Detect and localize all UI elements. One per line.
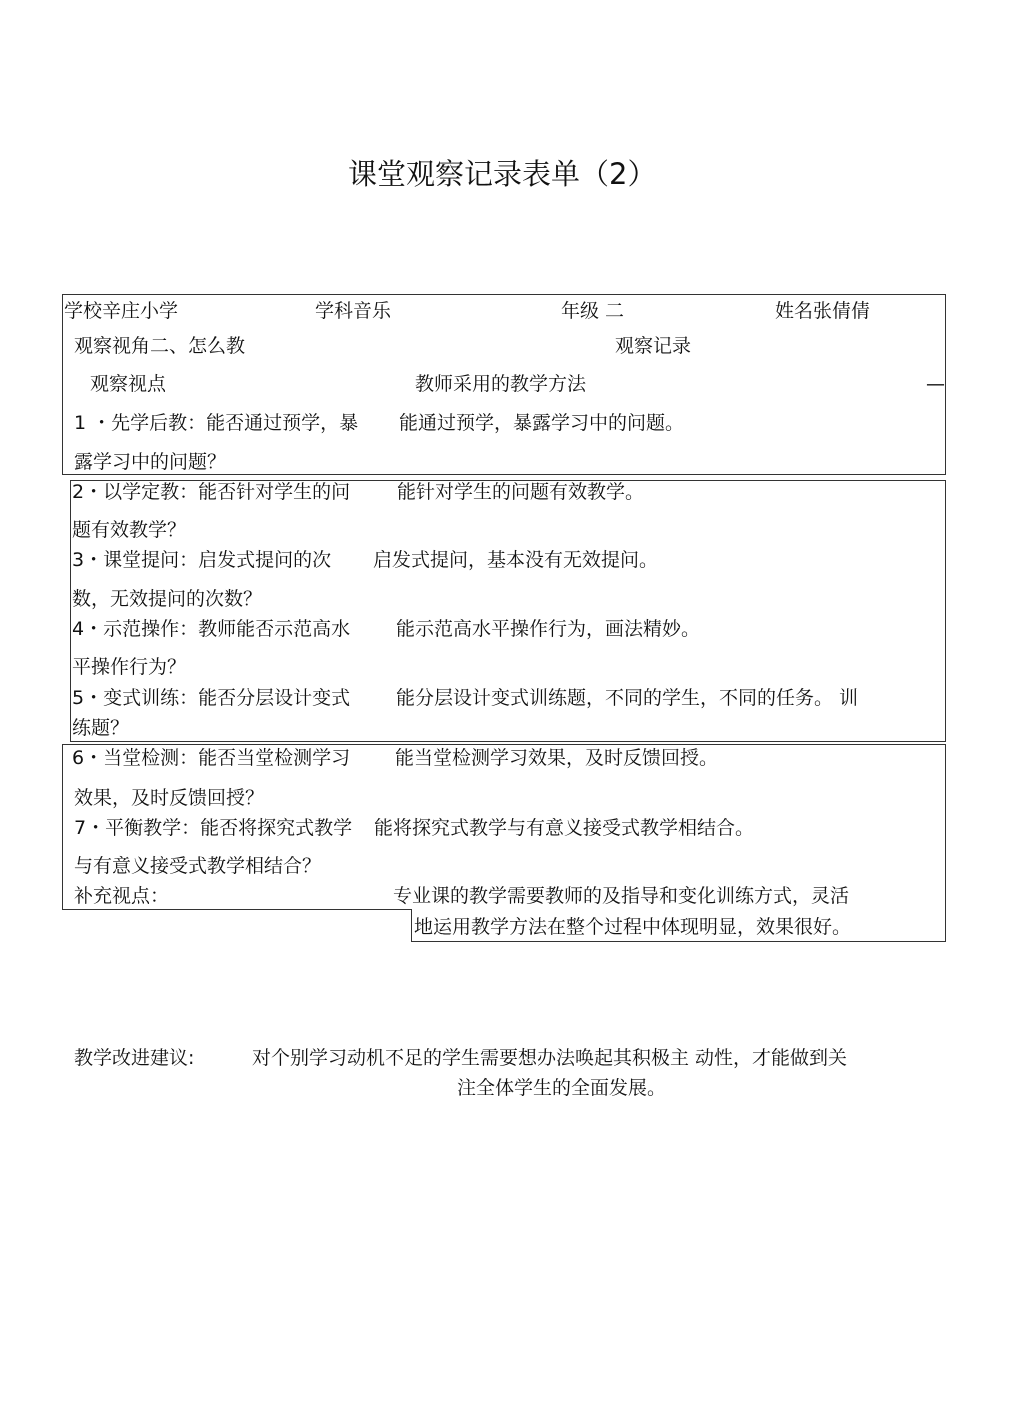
item-point: 2・以学定教：能否针对学生的问 [72,481,351,503]
divider-left-section-3 [62,744,63,910]
supplement-label: 补充视点： [74,885,170,907]
item-point-continued: 练题？ [72,717,130,739]
supplement-text: 专业课的教学需要教师的及指导和变化训练方式，灵活 [393,885,850,907]
item-record: 启发式提问，基本没有无效提问。 [373,549,659,571]
item-record: 能将探究式教学与有意义接受式教学相结合。 [374,817,755,839]
divider-right-section-3 [945,744,946,942]
perspective-label: 观察视角二、怎么教 [74,335,246,357]
item-record: 能当堂检测学习效果，及时反馈回授。 [395,747,719,769]
divider-supplement-bottom [411,941,946,942]
name-field: 姓名张倩倩 [775,300,871,322]
divider-top-section-3 [62,744,946,745]
item-point: 7・平衡教学：能否将探究式教学 [74,817,353,839]
item-point: 6・当堂检测：能否当堂检测学习 [72,747,351,769]
item-point-continued: 效果，及时反馈回授？ [74,787,265,809]
item-point-continued: 与有意义接受式教学相结合？ [74,855,322,877]
school-field: 学校辛庄小学 [64,300,179,322]
grade-field: 年级 二 [561,300,625,322]
divider-supplement-left [411,909,412,942]
suggestion-text: 对个别学习动机不足的学生需要想办法唤起其积极主 动性，才能做到关 [252,1047,848,1069]
suggestion-label: 教学改进建议: [74,1047,195,1069]
method-header: 教师采用的教学方法 [415,373,587,395]
subject-field: 学科音乐 [315,300,392,322]
dash-mark: — [926,373,945,395]
item-point: 5・变式训练：能否分层设计变式 [72,687,351,709]
item-record: 能通过预学，暴露学习中的问题。 [399,412,685,434]
suggestion-text-continued: 注全体学生的全面发展。 [457,1077,667,1099]
item-point-continued: 平操作行为？ [72,656,187,678]
item-record: 能分层设计变式训练题，不同的学生，不同的任务。 训 [396,687,859,709]
supplement-text-continued: 地运用教学方法在整个过程中体现明显，效果很好。 [414,916,852,938]
page-title: 课堂观察记录表单（2） [348,157,657,191]
item-point-continued: 题有效教学？ [72,519,187,541]
item-point-continued: 露学习中的问题？ [74,451,227,473]
item-point: 1 ・先学后教：能否通过预学，暴 [74,412,359,434]
item-record: 能示范高水平操作行为，画法精妙。 [396,618,701,640]
item-point: 3・课堂提问：启发式提问的次 [72,549,332,571]
item-point: 4・示范操作：教师能否示范高水 [72,618,351,640]
item-record: 能针对学生的问题有效教学。 [397,481,645,503]
item-point-continued: 数，无效提问的次数？ [72,588,263,610]
record-label: 观察记录 [615,335,692,357]
divider-bottom-section-3 [62,909,412,910]
point-header: 观察视点 [90,373,167,395]
